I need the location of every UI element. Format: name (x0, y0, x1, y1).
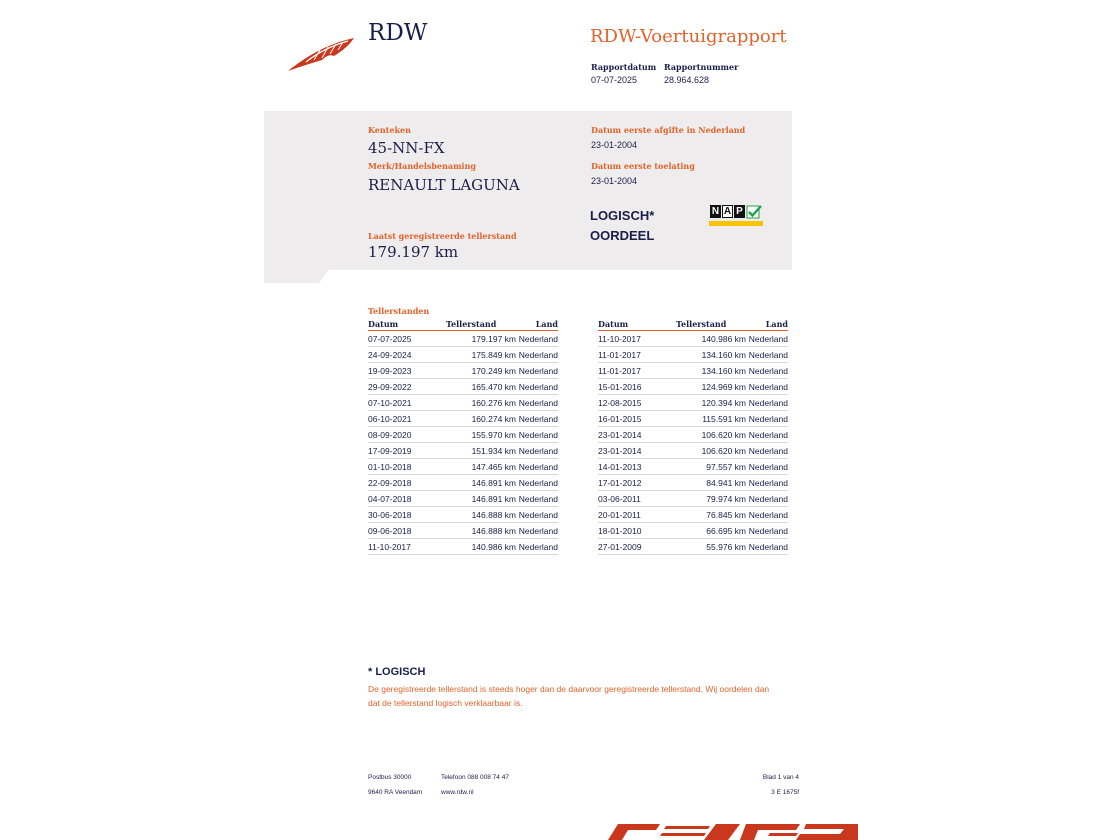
report-title: RDW-Voertuigrapport (590, 26, 787, 47)
cell-land: Nederland (516, 491, 558, 507)
cell-land: Nederland (746, 395, 788, 411)
kenteken-label: Kenteken (368, 125, 411, 135)
cell-land: Nederland (746, 523, 788, 539)
cell-tellerstand: 134.160 km (676, 363, 746, 379)
tellerstand-label: Laatst geregistreerde tellerstand (368, 231, 517, 241)
col-land: Land (516, 319, 558, 331)
cell-land: Nederland (746, 475, 788, 491)
cell-land: Nederland (746, 363, 788, 379)
nap-badge-icon (708, 204, 764, 226)
merk-label: Merk/Handelsbenaming (368, 161, 477, 171)
cell-datum: 14-01-2013 (598, 459, 676, 475)
cell-datum: 11-01-2017 (598, 347, 676, 363)
col-tellerstand: Tellerstand (446, 319, 516, 331)
brand-name: RDW (368, 20, 428, 46)
table-row (368, 411, 558, 427)
cell-land: Nederland (746, 427, 788, 443)
cell-datum: 19-09-2023 (368, 363, 446, 379)
cell-datum: 04-07-2018 (368, 491, 446, 507)
table-row (598, 523, 788, 539)
cell-tellerstand: 146.891 km (446, 475, 516, 491)
footer-plaats: 9640 RA Veendam (368, 789, 423, 796)
table-row (598, 459, 788, 475)
cell-tellerstand: 170.249 km (446, 363, 516, 379)
table-row (368, 443, 558, 459)
cell-tellerstand: 165.470 km (446, 379, 516, 395)
table-row (598, 475, 788, 491)
cell-tellerstand: 151.934 km (446, 443, 516, 459)
table-row (368, 491, 558, 507)
nap-letter-p: P (734, 205, 745, 218)
cell-datum: 22-09-2018 (368, 475, 446, 491)
odometer-table-right (598, 319, 788, 555)
cell-datum: 08-09-2020 (368, 427, 446, 443)
table-row (368, 459, 558, 475)
cell-datum: 11-10-2017 (598, 331, 676, 347)
cell-tellerstand: 97.557 km (676, 459, 746, 475)
cell-tellerstand: 84.941 km (676, 475, 746, 491)
footer-code: 3 E 1675f (771, 789, 799, 796)
cell-land: Nederland (746, 507, 788, 523)
footer-telefoon: Telefoon 088 008 74 47 (441, 774, 509, 781)
cell-datum: 23-01-2014 (598, 443, 676, 459)
cell-tellerstand: 160.274 km (446, 411, 516, 427)
table-row (598, 427, 788, 443)
cell-land: Nederland (516, 507, 558, 523)
afgifte-value: 23-01-2004 (591, 140, 638, 150)
table-row (368, 363, 558, 379)
cell-datum: 20-01-2011 (598, 507, 676, 523)
cell-tellerstand: 155.970 km (446, 427, 516, 443)
kenteken-value: 45-NN-FX (368, 139, 445, 157)
toelating-label: Datum eerste toelating (591, 161, 695, 171)
rapportnummer-label: Rapportnummer (664, 62, 739, 72)
tellerstand-value: 179.197 km (368, 243, 459, 261)
cell-tellerstand: 124.969 km (676, 379, 746, 395)
cell-tellerstand: 175.849 km (446, 347, 516, 363)
tellerstanden-title: Tellerstanden (368, 306, 430, 316)
cell-datum: 01-10-2018 (368, 459, 446, 475)
cell-tellerstand: 140.986 km (446, 539, 516, 555)
cell-tellerstand: 179.197 km (446, 331, 516, 347)
table-row (598, 539, 788, 555)
table-row (368, 523, 558, 539)
rapportdatum-label: Rapportdatum (591, 62, 657, 72)
footer-postbus: Postbus 30000 (368, 774, 412, 781)
cell-datum: 18-01-2010 (598, 523, 676, 539)
cell-land: Nederland (516, 395, 558, 411)
toelating-value: 23-01-2004 (591, 176, 638, 186)
cell-land: Nederland (516, 523, 558, 539)
cell-tellerstand: 120.394 km (676, 395, 746, 411)
cell-tellerstand: 79.974 km (676, 491, 746, 507)
cell-tellerstand: 106.620 km (676, 427, 746, 443)
cell-datum: 11-01-2017 (598, 363, 676, 379)
decorative-stripes-icon (600, 818, 858, 840)
table-row (598, 443, 788, 459)
footer-blad: Blad 1 van 4 (762, 774, 799, 781)
odometer-table-left (368, 319, 558, 555)
vehicle-panel-tab (264, 270, 328, 283)
cell-datum: 07-07-2025 (368, 331, 446, 347)
cell-land: Nederland (516, 443, 558, 459)
cell-land: Nederland (516, 411, 558, 427)
cell-land: Nederland (516, 475, 558, 491)
table-row (368, 427, 558, 443)
col-tellerstand: Tellerstand (676, 319, 746, 331)
cell-land: Nederland (746, 331, 788, 347)
cell-land: Nederland (746, 491, 788, 507)
cell-datum: 17-09-2019 (368, 443, 446, 459)
cell-land: Nederland (746, 443, 788, 459)
table-row (368, 331, 558, 347)
cell-land: Nederland (746, 411, 788, 427)
table-row (598, 491, 788, 507)
col-datum: Datum (368, 319, 446, 331)
table-row (598, 379, 788, 395)
footnote-title: * LOGISCH (368, 666, 426, 678)
col-datum: Datum (598, 319, 676, 331)
cell-datum: 03-06-2011 (598, 491, 676, 507)
cell-datum: 09-06-2018 (368, 523, 446, 539)
cell-tellerstand: 106.620 km (676, 443, 746, 459)
cell-tellerstand: 55.976 km (676, 539, 746, 555)
table-row (598, 507, 788, 523)
cell-land: Nederland (516, 459, 558, 475)
cell-land: Nederland (516, 379, 558, 395)
rapportnummer-value: 28.964.628 (664, 75, 710, 85)
footnote-line1: De geregistreerde tellerstand is steeds hoger dan de daarvoor geregistreerde tellerstand. Wij oordelen dan (368, 684, 770, 694)
table-row (368, 395, 558, 411)
nap-letter-n: N (711, 206, 720, 217)
cell-datum: 29-09-2022 (368, 379, 446, 395)
footnote-line2: dat de tellerstand logisch verklaarbaar is. (368, 698, 523, 708)
cell-datum: 17-01-2012 (598, 475, 676, 491)
table-row (598, 331, 788, 347)
cell-datum: 27-01-2009 (598, 539, 676, 555)
cell-land: Nederland (746, 347, 788, 363)
table-row (368, 539, 558, 555)
table-row (598, 363, 788, 379)
cell-tellerstand: 146.891 km (446, 491, 516, 507)
cell-tellerstand: 76.845 km (676, 507, 746, 523)
cell-datum: 12-08-2015 (598, 395, 676, 411)
footer-website: www.rdw.nl (441, 789, 474, 796)
cell-tellerstand: 160.276 km (446, 395, 516, 411)
cell-land: Nederland (516, 347, 558, 363)
cell-tellerstand: 146.888 km (446, 523, 516, 539)
cell-land: Nederland (746, 459, 788, 475)
cell-datum: 11-10-2017 (368, 539, 446, 555)
cell-tellerstand: 140.986 km (676, 331, 746, 347)
table-row (368, 475, 558, 491)
cell-tellerstand: 146.888 km (446, 507, 516, 523)
cell-land: Nederland (516, 331, 558, 347)
cell-datum: 06-10-2021 (368, 411, 446, 427)
table-row (368, 347, 558, 363)
oordeel-line1: LOGISCH* (590, 208, 655, 223)
cell-land: Nederland (746, 539, 788, 555)
cell-datum: 30-06-2018 (368, 507, 446, 523)
afgifte-label: Datum eerste afgifte in Nederland (591, 125, 746, 135)
cell-datum: 23-01-2014 (598, 427, 676, 443)
table-row (368, 507, 558, 523)
table-row (598, 347, 788, 363)
cell-datum: 07-10-2021 (368, 395, 446, 411)
nap-letter-a: A (723, 206, 732, 217)
cell-datum: 24-09-2024 (368, 347, 446, 363)
table-row (368, 379, 558, 395)
col-land: Land (746, 319, 788, 331)
cell-land: Nederland (516, 539, 558, 555)
checkmark-icon (746, 204, 762, 220)
cell-tellerstand: 115.591 km (676, 411, 746, 427)
cell-land: Nederland (516, 363, 558, 379)
cell-tellerstand: 147.465 km (446, 459, 516, 475)
cell-tellerstand: 134.160 km (676, 347, 746, 363)
cell-datum: 16-01-2015 (598, 411, 676, 427)
cell-tellerstand: 66.695 km (676, 523, 746, 539)
cell-datum: 15-01-2016 (598, 379, 676, 395)
table-row (598, 411, 788, 427)
merk-value: RENAULT LAGUNA (368, 176, 520, 194)
cell-land: Nederland (746, 379, 788, 395)
oordeel-line2: OORDEEL (590, 228, 655, 243)
rdw-logo-icon (286, 36, 358, 74)
rapportdatum-value: 07-07-2025 (591, 75, 638, 85)
table-row (598, 395, 788, 411)
cell-land: Nederland (516, 427, 558, 443)
